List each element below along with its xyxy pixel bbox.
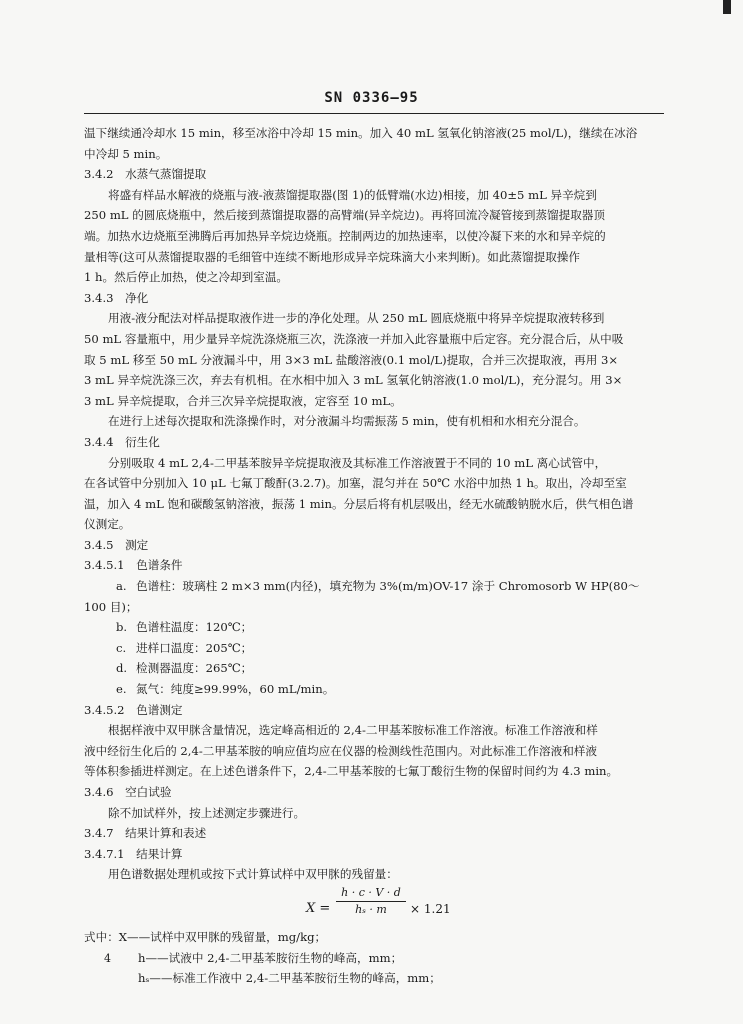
paragraph-line: 250 mL 的圆底烧瓶中，然后接到蒸馏提取器的高臂端(异辛烷边)。再将回流冷凝管接到蒸馏提取器顶 bbox=[84, 208, 605, 223]
paragraph-line: 温，加入 4 mL 饱和碳酸氢钠溶液，振荡 1 min。分层后将有机层吸出，经无水硫酸钠脱水后，供气相色谱 bbox=[84, 496, 634, 511]
section-heading-3-4-5-2: 3.4.5.2 色谱测定 bbox=[84, 702, 183, 717]
list-item-e bbox=[84, 679, 662, 700]
scan-corner-mark bbox=[723, 0, 731, 14]
list-text: 进样口温度：205℃； bbox=[136, 640, 253, 655]
paragraph-line: 取 5 mL 移至 50 mL 分液漏斗中，用 3×3 mL 盐酸溶液(0.1 mol/L)提取，合并三次提取液，再用 3× bbox=[84, 352, 619, 367]
paragraph-line: 3 mL 异辛烷提取，合并三次异辛烷提取液，定容至 10 mL。 bbox=[84, 393, 402, 408]
section-heading-3-4-5-1: 3.4.5.1 色谱条件 bbox=[84, 558, 183, 573]
section-heading-3-4-4: 3.4.4 衍生化 bbox=[84, 434, 160, 449]
paragraph-line: 仪测定。 bbox=[84, 517, 131, 532]
section-heading-3-4-2: 3.4.2 水蒸气蒸馏提取 bbox=[84, 167, 207, 182]
page-number: 4 bbox=[104, 952, 111, 965]
section-heading-3-4-3: 3.4.3 净化 bbox=[84, 290, 149, 305]
definition-h: h——试液中 2,4-二甲基苯胺衍生物的峰高，mm； bbox=[138, 950, 403, 965]
paragraph-line: 用液-液分配法对样品提取液作进一步的净化处理。从 250 mL 圆底烧瓶中将异辛烷提取液转移到 bbox=[108, 311, 605, 326]
paragraph-line: 分别吸取 4 mL 2,4-二甲基苯胺异辛烷提取液及其标准工作溶液置于不同的 10 mL 离心试管中， bbox=[108, 455, 607, 470]
list-item-c bbox=[84, 638, 662, 659]
paragraph-line: 将盛有样品水解液的烧瓶与液-液蒸馏提取器(图 1)的低臂端(水边)相接，加 40±5 mL 异辛烷到 bbox=[108, 187, 597, 202]
paragraph-line: 50 mL 容量瓶中，用少量异辛烷洗涤烧瓶三次，洗涤液一并加入此容量瓶中后定容。充分混合后，从中吸 bbox=[84, 331, 624, 346]
list-marker: e. bbox=[116, 682, 127, 697]
paragraph-line: 用色谱数据处理机或按下式计算试样中双甲脒的残留量： bbox=[108, 867, 398, 882]
paragraph-line: 在各试管中分别加入 10 μL 七氟丁酸酐(3.2.7)。加塞，混匀并在 50℃ 水浴中加热 1 h。取出，冷却至室 bbox=[84, 476, 627, 491]
paragraph-line: 3 mL 异辛烷洗涤三次，弃去有机相。在水相中加入 3 mL 氢氧化钠溶液(1.0 mol/L)，充分混匀。用 3× bbox=[84, 373, 623, 388]
paragraph-line: 在进行上述每次提取和洗涤操作时，对分液漏斗均需振荡 5 min，使有机相和水相充分混合。 bbox=[108, 414, 586, 429]
list-text: 色谱柱：玻璃柱 2 m×3 mm(内径)，填充物为 3%(m/m)OV-17 涂于 Chromosorb W HP(80～ bbox=[136, 579, 640, 594]
section-heading-3-4-5: 3.4.5 测定 bbox=[84, 537, 149, 552]
paragraph-line: 根据样液中双甲脒含量情况，选定峰高相近的 2,4-二甲基苯胺标准工作溶液。标准工作溶液和样 bbox=[108, 723, 598, 738]
paragraph-line: 等体积参插进样测定。在上述色谱条件下，2,4-二甲基苯胺的七氟丁酸衍生物的保留时间约为 4.3 min。 bbox=[84, 764, 619, 779]
formula-factor: × 1.21 bbox=[410, 901, 451, 916]
formula-where: 式中：X——试样中双甲脒的残留量，mg/kg； bbox=[84, 929, 327, 944]
paragraph-line: 端。加热水边烧瓶至沸腾后再加热异辛烷边烧瓶。控制两边的加热速率，以使冷凝下来的水和异辛烷的 bbox=[84, 228, 606, 243]
list-marker: b. bbox=[116, 620, 128, 635]
list-text: 检测器温度：265℃； bbox=[136, 661, 253, 676]
formula-fraction bbox=[336, 885, 406, 918]
list-marker: c. bbox=[116, 640, 127, 655]
paragraph-line: 液中经衍生化后的 2,4-二甲基苯胺的响应值均应在仪器的检测线性范围内。对此标准工作溶液和样液 bbox=[84, 743, 597, 758]
list-text: 氮气：纯度≥99.99%，60 mL/min。 bbox=[136, 682, 335, 697]
residue-formula bbox=[84, 885, 662, 927]
section-heading-3-4-6: 3.4.6 空白试验 bbox=[84, 785, 172, 799]
paragraph-line: 量相等(这可从蒸馏提取器的毛细管中连续不断地形成异辛烷珠滴大小来判断)。如此蒸馏提取操作 bbox=[84, 249, 580, 264]
body-line: 中冷却 5 min。 bbox=[84, 146, 168, 161]
body-line: 温下继续通冷却水 15 min，移至冰浴中冷却 15 min。加入 40 mL 氢氧化钠溶液(25 mol/L)，继续在冰浴 bbox=[84, 126, 638, 140]
list-text: 色谱柱温度：120℃； bbox=[136, 620, 253, 635]
formula-numerator: h · c · V · d bbox=[336, 885, 406, 902]
paragraph-line: 除不加试样外，按上述测定步骤进行。 bbox=[108, 805, 306, 820]
definition-hs: hₛ——标准工作液中 2,4-二甲基苯胺衍生物的峰高，mm； bbox=[138, 971, 441, 986]
section-heading-3-4-7: 3.4.7 结果计算和表述 bbox=[84, 826, 207, 841]
list-item-a bbox=[84, 576, 662, 597]
section-heading-3-4-7-1: 3.4.7.1 结果计算 bbox=[84, 846, 183, 861]
document-body bbox=[84, 123, 662, 989]
list-item-b bbox=[84, 617, 662, 638]
list-item-d bbox=[84, 658, 662, 679]
list-marker: a. bbox=[116, 579, 127, 594]
paragraph-line: 1 h。然后停止加热，使之冷却到室温。 bbox=[84, 270, 289, 285]
list-marker: d. bbox=[116, 661, 128, 676]
list-item-a-continued: 100 目)； bbox=[84, 599, 138, 614]
formula-lhs: X = bbox=[306, 900, 331, 916]
header-rule bbox=[84, 113, 664, 114]
standard-number-header: SN 0336—95 bbox=[324, 90, 419, 106]
formula-denominator: hₛ · m bbox=[355, 902, 387, 916]
